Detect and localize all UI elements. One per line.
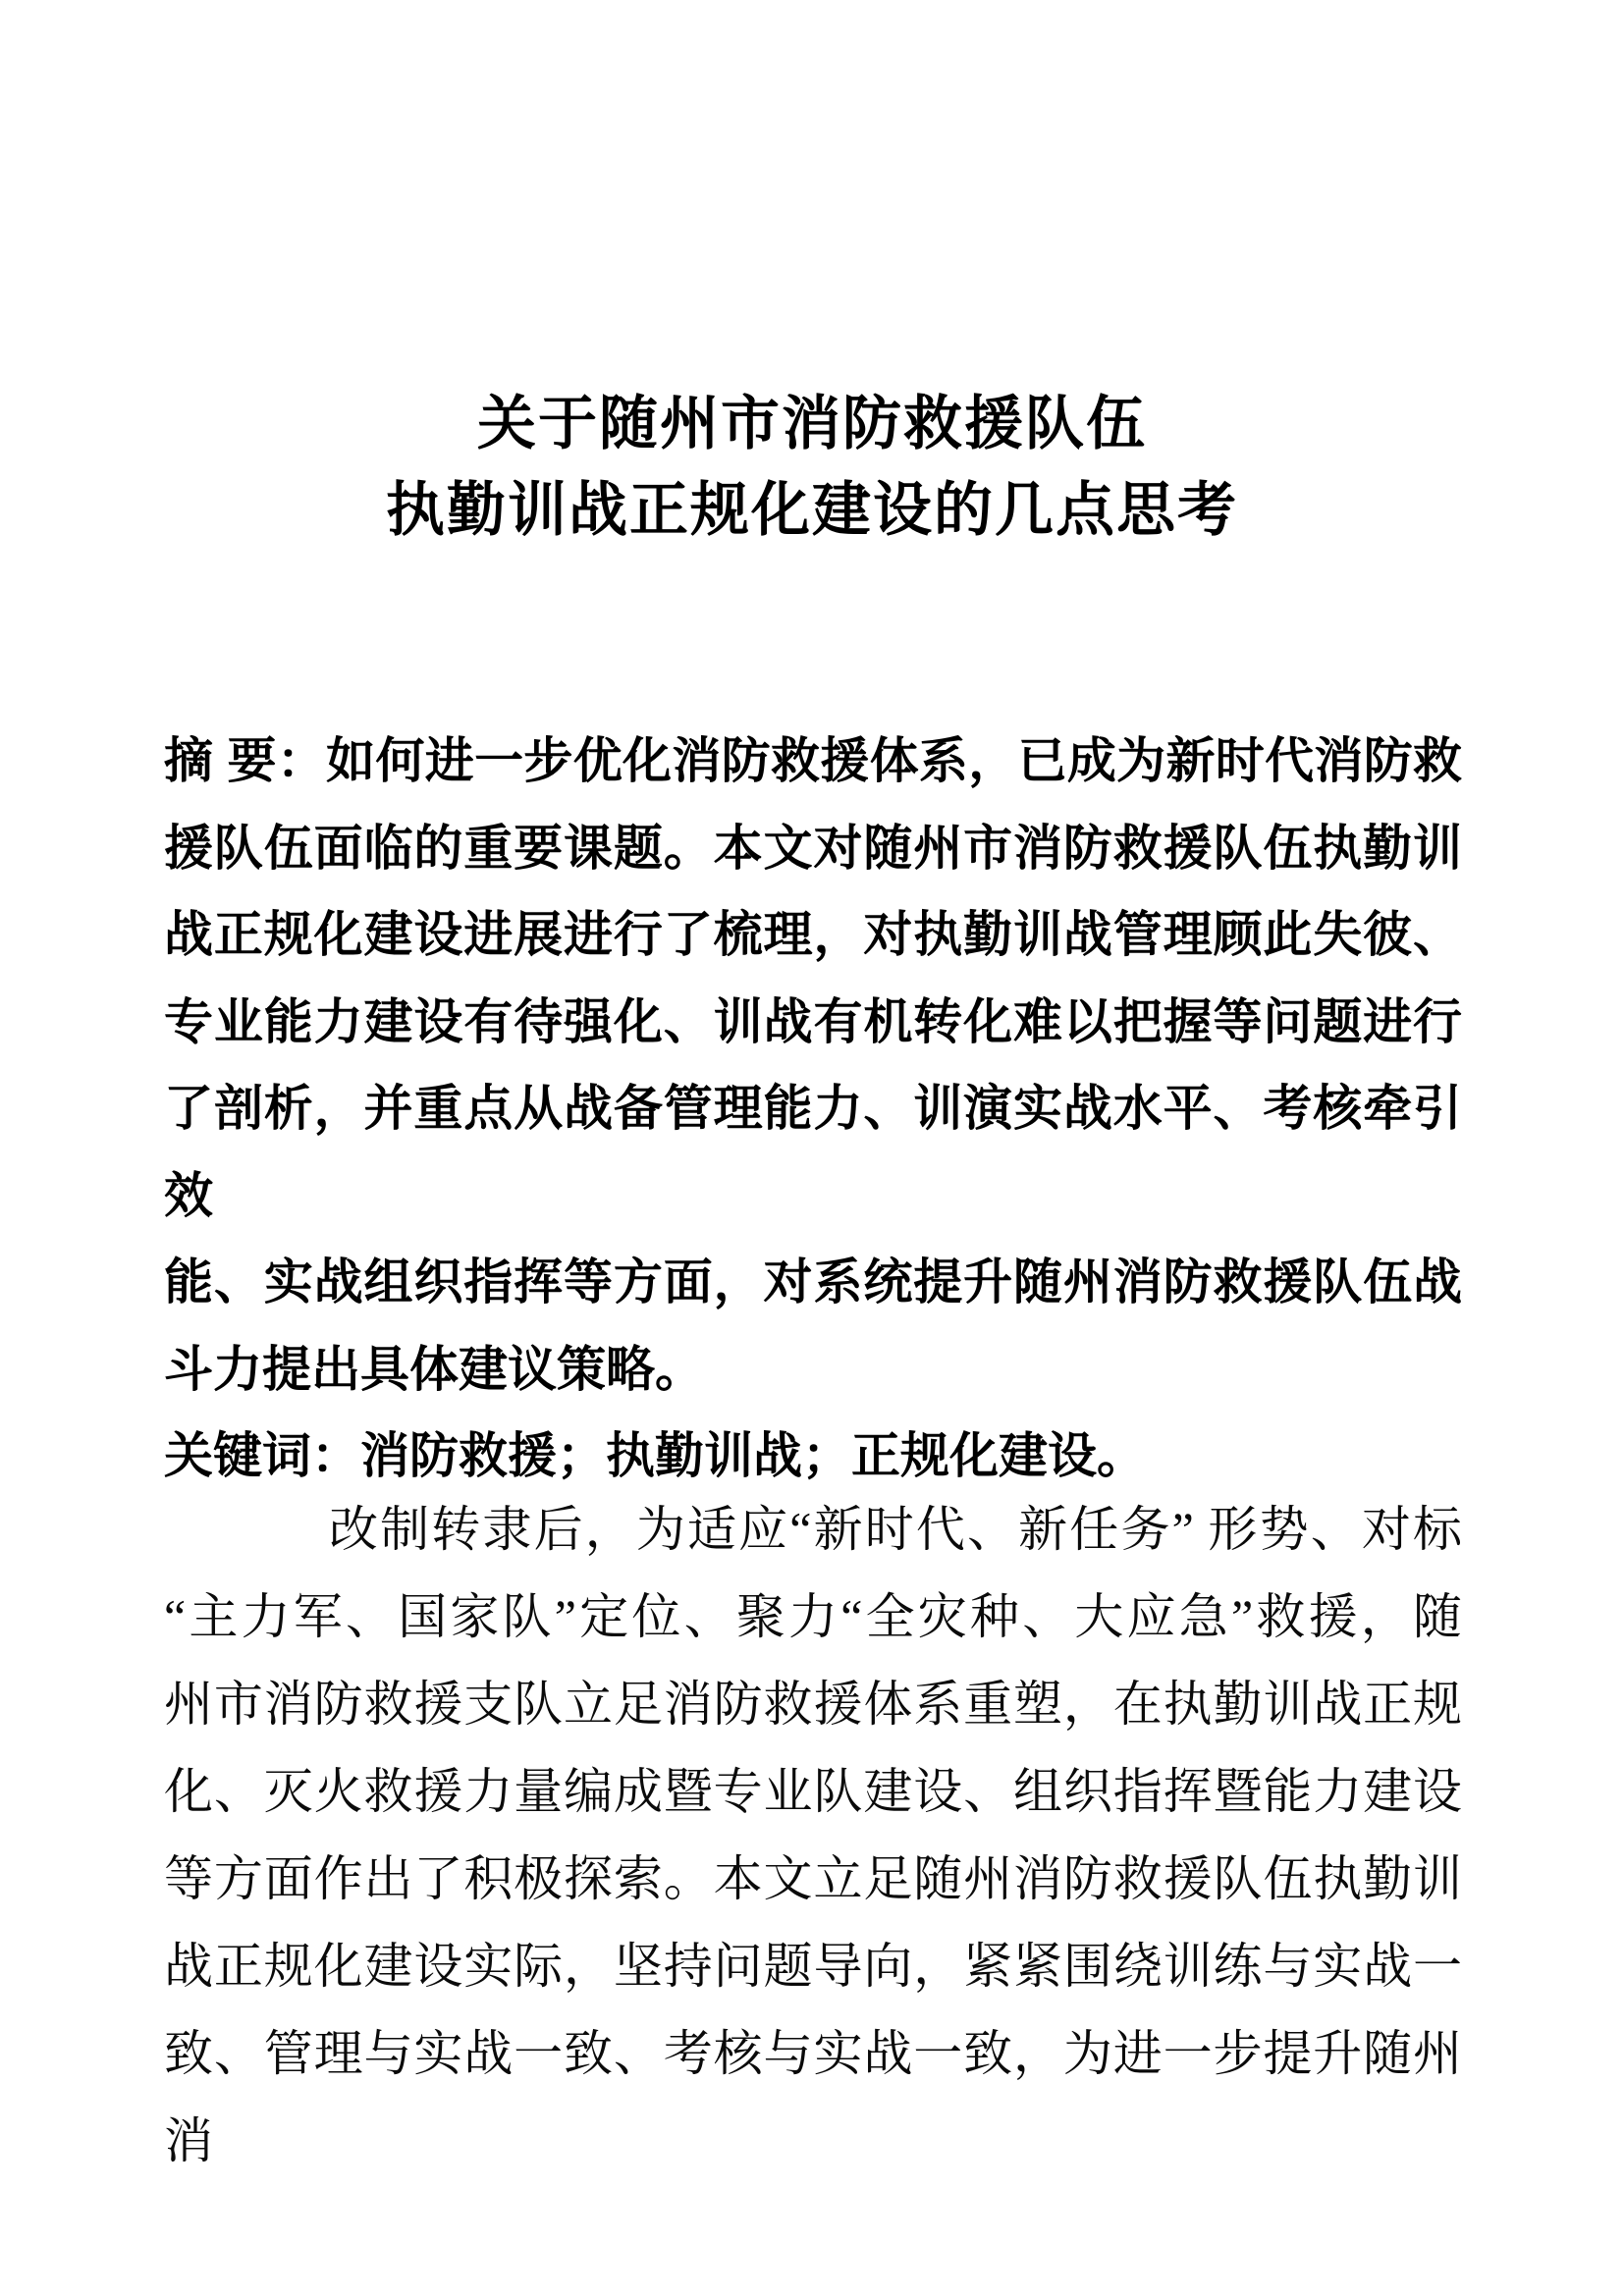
body-line: 战正规化建设实际，坚持问题导向，紧紧围绕训练与实战一	[164, 1939, 1462, 1994]
abstract-line: 专业能力建设有待强化、训战有机转化难以把握等问题进行	[164, 993, 1462, 1049]
page-title-line-2: 执勤训战正规化建设的几点思考	[386, 477, 1238, 543]
body-line: “主力军、国家队”定位、聚力“全灾种、大应急”救援，随	[164, 1589, 1462, 1644]
abstract-line: 能、实战组织指挥等方面，对系统提升随州消防救援队伍战	[164, 1255, 1462, 1309]
body-paragraph	[164, 1486, 1462, 2185]
page-title	[0, 381, 1624, 554]
abstract-line: 了剖析，并重点从战备管理能力、训演实战水平、考核牵引效	[164, 1081, 1462, 1223]
abstract-line: 摘 要：如何进一步优化消防救援体系，已成为新时代消防救	[164, 733, 1462, 788]
body-line: 改制转隶后，为适应“新时代、新任务” 形势、对标	[329, 1502, 1462, 1557]
body-line: 致、管理与实战一致、考核与实战一致，为进一步提升随州消	[164, 2026, 1462, 2168]
page-title-line-1: 关于随州市消防救援队伍	[477, 391, 1147, 456]
abstract-line: 援队伍面临的重要课题。本文对随州市消防救援队伍执勤训	[164, 820, 1462, 876]
body-line: 等方面作出了积极探索。本文立足随州消防救援队伍执勤训	[164, 1851, 1462, 1906]
keywords-line: 关键词：消防救援；执勤训战；正规化建设。	[164, 1428, 1146, 1483]
body-line: 化、灭火救援力量编成暨专业队建设、组织指挥暨能力建设	[164, 1764, 1462, 1819]
abstract-line-last: 斗力提出具体建议策略。	[164, 1341, 704, 1397]
abstract-line: 战正规化建设进展进行了梳理，对执勤训战管理顾此失彼、	[164, 907, 1462, 962]
abstract-section	[164, 718, 1462, 1500]
body-line: 州市消防救援支队立足消防救援体系重塑，在执勤训战正规	[164, 1677, 1462, 1732]
